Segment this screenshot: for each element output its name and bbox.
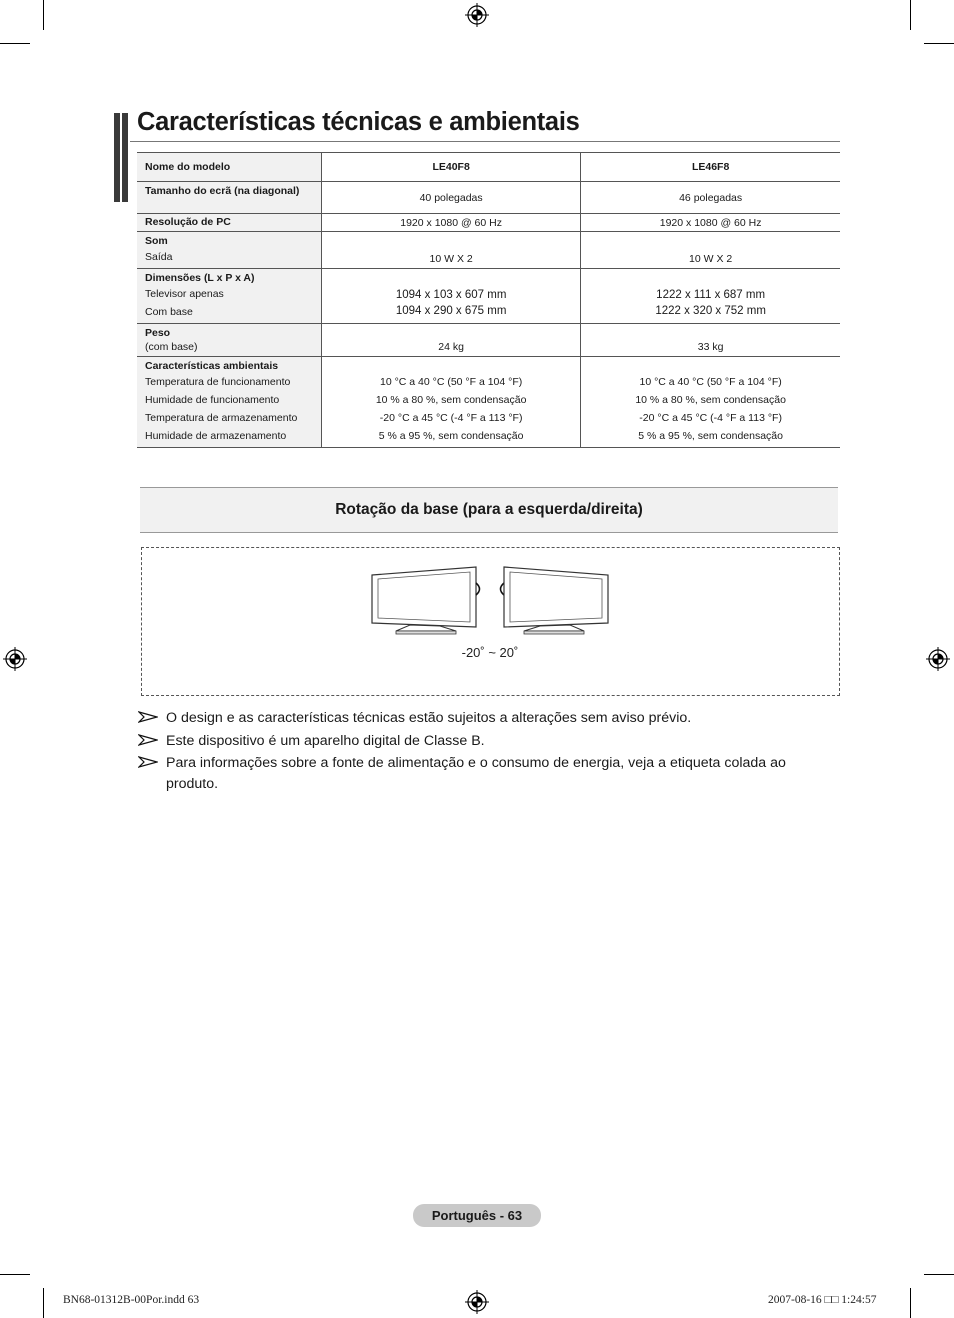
row-label: Tamanho do ecrã (na diagonal) — [145, 185, 300, 197]
arrow-right-icon — [138, 711, 158, 723]
tv-left-icon — [372, 567, 476, 634]
row-sublabel: Humidade de funcionamento — [145, 394, 280, 406]
cell-value: 5 % a 95 %, sem condensação — [638, 430, 783, 442]
table-row — [137, 232, 840, 269]
cell-value: 24 kg — [322, 324, 581, 357]
table-row — [137, 182, 840, 214]
list-item — [138, 708, 838, 729]
rotation-section-title: Rotação da base (para a esquerda/direita) — [335, 501, 643, 518]
cell-value: 33 kg — [581, 324, 840, 357]
cell-value: 1920 x 1080 @ 60 Hz — [322, 214, 581, 232]
crop-mark — [0, 1274, 30, 1275]
row-label: Peso — [145, 327, 171, 339]
row-label: Nome do modelo — [137, 153, 322, 182]
crop-mark — [0, 43, 30, 44]
registration-mark-icon — [465, 3, 489, 27]
cell-value: 46 polegadas — [581, 182, 840, 214]
model-a-header: LE40F8 — [322, 153, 581, 182]
title-underline — [130, 141, 840, 142]
row-label: Características ambientais — [145, 360, 279, 372]
cell-value: 1222 x 111 x 687 mm — [656, 289, 766, 301]
table-row — [137, 324, 840, 357]
cell-value: 1222 x 320 x 752 mm — [655, 305, 766, 317]
cell-value: 10 W X 2 — [322, 232, 581, 269]
arrow-right-icon — [138, 756, 158, 768]
row-label: Resolução de PC — [145, 216, 231, 228]
print-slug-filename: BN68-01312B-00Por.indd 63 — [63, 1294, 200, 1306]
model-b-header: LE46F8 — [581, 153, 840, 182]
title-decoration-bars — [114, 113, 130, 202]
page-number-badge: Português - 63 — [413, 1204, 541, 1227]
cell-value: -20 °C a 45 °C (-4 °F a 113 °F) — [379, 412, 523, 424]
table-row — [137, 357, 840, 448]
table-row — [137, 153, 840, 182]
registration-mark-icon — [465, 1290, 489, 1314]
tv-rotation-illustration — [370, 565, 610, 637]
print-slug-timestamp: 2007-08-16 □□ 1:24:57 — [768, 1294, 877, 1306]
note-text: O design e as características técnicas estão sujeitos a alterações sem aviso prévio. — [166, 710, 692, 726]
tv-right-icon — [504, 567, 608, 634]
spec-table — [137, 152, 840, 448]
cell-value: 1094 x 103 x 607 mm — [395, 289, 507, 301]
note-text: Este dispositivo é um aparelho digital de Classe B. — [166, 732, 485, 749]
row-sublabel: (com base) — [145, 341, 198, 353]
row-label: Dimensões (L x P x A) — [145, 272, 255, 284]
cell-value: 1920 x 1080 @ 60 Hz — [581, 214, 840, 232]
row-label: Som — [145, 235, 168, 247]
cell-value: -20 °C a 45 °C (-4 °F a 113 °F) — [639, 412, 782, 424]
row-sublabel: Humidade de armazenamento — [145, 430, 287, 442]
rotation-section-header — [140, 487, 838, 533]
row-sublabel: Televisor apenas — [145, 288, 224, 300]
cell-value: 10 % a 80 %, sem condensação — [375, 394, 527, 406]
table-row — [137, 269, 840, 324]
crop-mark — [910, 0, 911, 30]
row-sublabel: Saída — [145, 251, 173, 263]
crop-mark — [43, 0, 44, 30]
list-item — [138, 731, 838, 752]
table-row — [137, 214, 840, 232]
page-title: Características técnicas e ambientais — [137, 108, 580, 136]
note-text: Para informações sobre a fonte de alimentação e o consumo de energia, veja a etiqueta colada ao produto. — [166, 755, 786, 792]
cell-value: 10 °C a 40 °C (50 °F a 104 °F) — [639, 376, 782, 388]
crop-mark — [924, 1274, 954, 1275]
cell-value: 5 % a 95 %, sem condensação — [378, 430, 524, 442]
cell-value: 10 % a 80 %, sem condensação — [635, 394, 786, 406]
crop-mark — [924, 43, 954, 44]
registration-mark-icon — [3, 647, 27, 671]
arrow-right-icon — [138, 734, 158, 746]
cell-value: 10 W X 2 — [581, 232, 840, 269]
crop-mark — [43, 1288, 44, 1318]
row-sublabel: Temperatura de funcionamento — [145, 376, 291, 388]
crop-mark — [910, 1288, 911, 1318]
rotation-angle-caption: -20˚ ~ 20˚ — [461, 645, 519, 660]
notes-list — [138, 708, 838, 797]
row-sublabel: Temperatura de armazenamento — [145, 412, 298, 424]
list-item — [138, 753, 838, 795]
row-sublabel: Com base — [145, 306, 193, 318]
cell-value: 10 °C a 40 °C (50 °F a 104 °F) — [379, 376, 523, 388]
cell-value: 1094 x 290 x 675 mm — [395, 305, 507, 317]
registration-mark-icon — [926, 647, 950, 671]
cell-value: 40 polegadas — [322, 182, 581, 214]
